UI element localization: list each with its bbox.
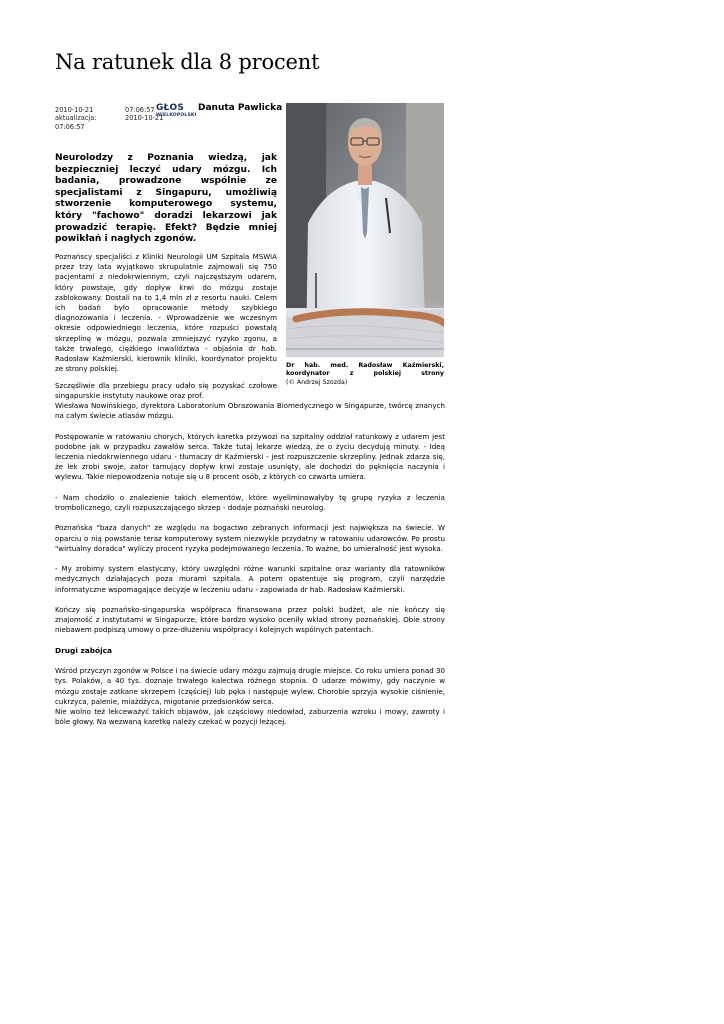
newspaper-logo <box>156 103 197 118</box>
logo-subtext: WIELKOPOLSKI <box>156 113 197 118</box>
doctor-photo-image <box>286 103 444 357</box>
paragraph-1: Poznańscy specjaliści z Kliniki Neurologii UM Szpitala MSWiA przez trzy lata wyjątkowo skrupulatnie zajmowali się 750 pacjentami z niedokrwiennym, czyli najczęstszym udarem, który powstaje, gdy dopływ krwi do mózgu zostaje zablokowany. Dostali na to 1,4 mln zł z resortu nauki. Celem ich badań było opracowanie metody szybkiego diagnozowania i leczenia. - Wprowadzenie we wczesnym okresie odpowiedniego leczenia, które rozpuści powstałą skrzeplinę w mózgu, pozwala zmniejszyć ryzyko zgonu, a także trwałego, ciężkiego inwalidztwa - objaśnia dr hab. Radosław Kaźmierski, kierownik kliniki, koordynator projektu ze strony polskiej. <box>55 252 277 374</box>
article-photo <box>286 103 444 357</box>
paragraph-8: Wśród przyczyn zgonów w Polsce i na świecie udary mózgu zajmują drugie miejsce. Co roku umiera ponad 30 tys. Polaków, a 40 tys. doznaje trwałego kalectwa różnego stopnia. O udarze mówimy, gdy naczynie w mózgu zostaje zatkane skrzepem (częściej) lub pęka i następuje wylew. Chorobie sprzyja wysokie ciśnienie, cukrzyca, palenie, miażdżyca, migotanie przedsionków serca. <box>55 666 445 706</box>
paragraph-5: Poznańska "baza danych" ze względu na bogactwo zebranych informacji jest największa na świecie. W oparciu o nią powstanie teraz komputerowy system niezwykle przydatny w ratowaniu udarowców. Po prostu "wirtualny doradca" wyliczy procent ryzyka podejmowanego leczenia. To ważne, bo umieralność jest wysoka. <box>55 523 445 553</box>
paragraph-3: Postępowanie w ratowaniu chorych, których karetka przywozi na szpitalny oddział ratunkowy z udarem jest podobne jak w przypadku zawałów serca. Także tutaj lekarze wiedzą, że o życiu decydują minuty. - Ideą leczenia niedokrwiennego udaru - tłumaczy dr Kaźmierski - jest rozpuszczenie skrzepliny. Jednak zdarza się, że lek zrobi swoje, zator tamujący dopływ krwi zostaje usunięty, ale dochodzi do pęknięcia naczynia i wylewu. Takie niepowodzenia notuje się u 8 procent osób, z których co czwarta umiera. <box>55 431 445 482</box>
subheading: Drugi zabójca <box>55 645 112 655</box>
paragraph-4: - Nam chodziło o znalezienie takich elementów, które wyeliminowałyby tę grupę ryzyka z leczenia trombolicznego, czyli rozpuszczającego skrzep - dodaje poznański neurolog. <box>55 492 445 512</box>
publish-date: 2010-10-21 <box>55 106 94 114</box>
photo-credit: (© Andrzej Szozda) <box>286 378 348 386</box>
article-body <box>55 401 445 738</box>
paragraph-7: Kończy się poznańsko-singapurska współpraca finansowana przez polski budżet, ale nie kończy się znajomość z instytutami w Singapurze, które bardzo wysoko oceniły wkład strony poznańskiej. Obie strony niebawem podpiszą umowy o prze-dłużeniu współpracy i kolejnych wspólnych patentach. <box>55 604 445 635</box>
photo-caption-text: Dr hab. med. Radosław Kaźmierski, koordynator z polskiej strony <box>286 362 444 378</box>
article-lead: Neurolodzy z Poznania wiedzą, jak bezpieczniej leczyć udary mózgu. Ich badania, prowadzone wspólnie ze specjalistami z Singapuru, umożliwią stworzenie komputerowego systemu, który "fachowo" doradzi lekarzowi jak prowadzić terapię. Efekt? Będzie mniej powikłań i nagłych zgonów. <box>55 153 277 245</box>
logo-text: GŁOS <box>156 103 185 113</box>
publish-time: 07:06:57 <box>125 106 155 114</box>
paragraph-2-rest: Wiesława Nowińskiego, dyrektora Laboratorium Obrazowania Biomedycznego w Singapurze, twórcę znanych na całym świecie atlasów mózgu. <box>55 401 445 421</box>
paragraph-9: Nie wolno też lekceważyć takich objawów, jak częściowy niedowład, zaburzenia wzroku i mowy, zawroty i bóle głowy. Na wezwaną karetkę należy czekać w pozycji leżącej. <box>55 706 445 727</box>
article-title: Na ratunek dla 8 procent <box>55 50 320 74</box>
paragraph-2-start: Szczęśliwie dla przebiegu pracy udało się pozyskać czołowe singapurskie instytuty naukowe oraz prof. <box>55 381 277 401</box>
update-time: 07:06:57 <box>55 122 85 131</box>
photo-caption <box>286 362 444 387</box>
paragraph-6: - My zrobimy system elastyczny, który uwzględni różne warunki szpitalne oraz warianty dla ratowników medycznych działających poza murami szpitala. A potem opatentuje się program, czyli narzędzie informatyczne wspomagające decyzje w leczeniu udaru - zapowiada dr hab. Radosław Kaźmierski. <box>55 564 445 594</box>
article-author: Danuta Pawlicka <box>198 103 283 113</box>
article-meta <box>55 106 163 131</box>
update-date: 2010-10-21 <box>125 114 164 123</box>
update-label: aktualizacja: <box>55 114 97 123</box>
